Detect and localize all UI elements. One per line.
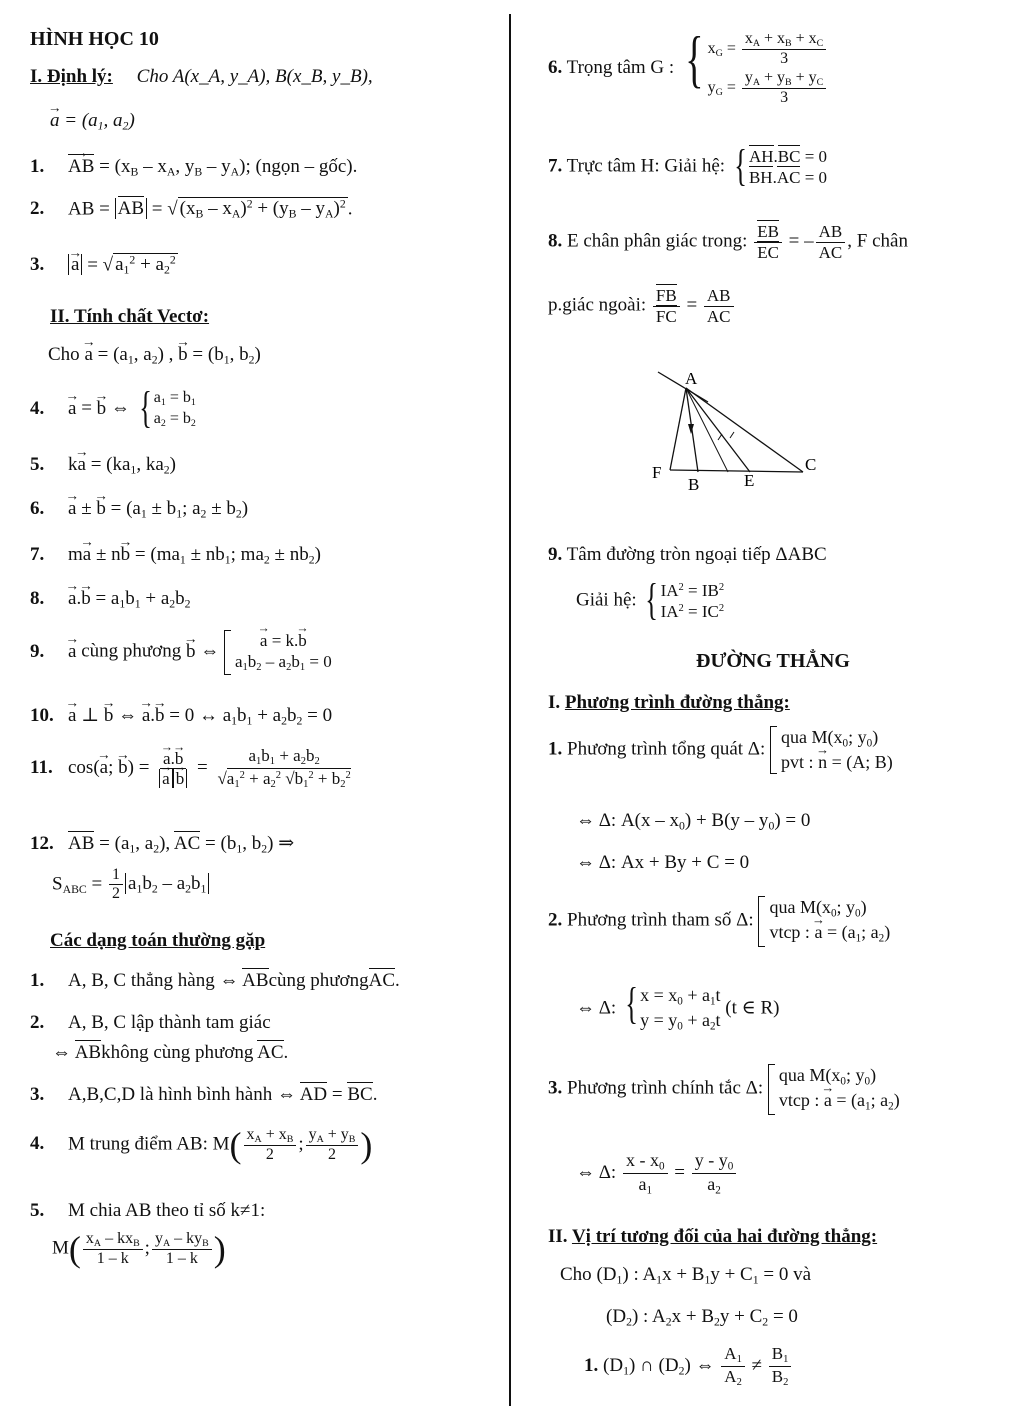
- vertex-a-label: A: [685, 369, 698, 388]
- point-e-label: E: [744, 471, 755, 490]
- triangle-figure: [648, 362, 848, 492]
- problem-4: 4. M trung điểm AB: M( $\frac{x_A + x_B}{2}$ ; $\frac{y_A + y_B}{2}$ ): [30, 1125, 373, 1165]
- heading-duong-thang: ĐƯỜNG THẲNG: [696, 650, 850, 672]
- item-9: 9.→ a cùng phương → b ⇔ → a = k.→ b $a_1b_2 - a_2b_1 = 0$: [30, 630, 332, 675]
- section-tinh-chat: II. Tính chất Vectơ:: [50, 306, 210, 327]
- eq-general-2: ⇔ Δ: $A(x - x_0) + B(y - y_0) = 0$: [576, 810, 811, 833]
- section-dang-toan: Các dạng toán thường gặp: [50, 930, 266, 951]
- eq-canonical-2: ⇔ Δ: $\frac{x - x_0}{a_1}$ = $\frac{y - y_0}{a_2}$: [576, 1150, 738, 1197]
- problem-5: 5. M chia AB theo tỉ số k≠1:: [30, 1200, 266, 1221]
- lines-intersect: 1. $(D_1)$ ∩ $(D_2)$ ⇔ $\frac{A_1}{A_2}$ ≠ $\frac{B_1}{B_2}$: [584, 1344, 793, 1390]
- item-12: 12. AB = ($a_1$, $a_2$), AC = ($b_1$, $b_2$) ⇒: [30, 833, 295, 856]
- r-item-9: 9. Tâm đường tròn ngoại tiếp ΔABC: [548, 544, 827, 565]
- problem-3: 3. A,B,C,D là hình bình hành ⇔ AD = BC.: [30, 1084, 378, 1105]
- r-item-9-solve: Giải hệ: { $IA^2 = IB^2$ $IA^2 = IC^2$: [576, 575, 725, 624]
- item-8: $8.\to a.\to b = a_1b_1 + a_2b_2$: [30, 588, 191, 612]
- problem-2: 2. A, B, C lập thành tam giác: [30, 1012, 271, 1033]
- problem-2-line2: ⇔ ABkhông cùng phương AC.: [52, 1042, 289, 1063]
- section-phuong-trinh: I. Phương trình đường thẳng:: [548, 692, 790, 713]
- problem-1: 1. A, B, C thẳng hàng ⇔ ABcùng phươngAC.: [30, 970, 400, 991]
- vector-a-def: → $a = (a_1$, $a_2$): [50, 110, 135, 134]
- eq-canonical: 3. Phương trình chính tắc Δ: qua $M(x_0$; $y_0$) vtcp : → $a = (a_1$; $a_2$): [548, 1064, 900, 1115]
- r-item-7: 7. Trực tâm H: Giải hệ: { AH.BC = 0 BH.AC = 0: [548, 141, 828, 190]
- item-10: 10.→ a ⊥ → b ⇔ → a.→ b = 0 ↔ $a_1b_1 + a_2b_2 = 0$: [30, 704, 332, 729]
- eq-general: 1. Phương trình tổng quát Δ: qua $M(x_0$; $y_0$) pvt : → n = (A; B): [548, 726, 893, 774]
- r-item-8: 8. E chân phân giác trong: $\frac{EB}{EC}$ = – $\frac{AB}{AC}$ , F chân: [548, 222, 908, 262]
- eq-general-3: ⇔ Δ: Ax + By + C = 0: [576, 852, 750, 873]
- item-4: 4.→ a = → b ⇔ { $a_1 = b_1$ $a_2 = b_2$: [30, 388, 196, 431]
- area-formula: $S_{ABC}$ = $\frac{1}{2}$ $a_1b_2 - a_2b_1$: [52, 866, 209, 904]
- eq-parametric-2: ⇔ Δ: { $x = x_0 + a_1t$ $y = y_0 + a_2t$ (t ∈ R): [576, 979, 780, 1033]
- vertex-b-label: B: [688, 475, 700, 492]
- lines-given-1: Cho $(D_1)$ : $A_1x + B_1y + C_1 = 0$ và: [560, 1264, 812, 1287]
- item-2: 2. AB = AB = √ $(x_B - x_A)^2 + (y_B - y_A)^2$ .: [30, 198, 353, 221]
- page-title: HÌNH HỌC 10: [30, 28, 159, 50]
- problem-5-formula: M( $\frac{x_A - kx_B}{1 - k}$ ; $\frac{y_A - ky_B}{1 - k}$ ): [52, 1229, 226, 1269]
- eq-parametric: 2. Phương trình tham số Δ: qua $M(x_0$; $y_0$) vtcp : → $a = (a_1$; $a_2$): [548, 896, 890, 947]
- item-11: 11. cos(→ a; → b) = → a.→ b → a→ b = $\frac{a_1b_1 + a_2b_2}{√a_1^2 + a_2^2 √b_1^2 + b_2^2}$: [30, 746, 356, 792]
- section-vi-tri: II. Vị trí tương đối của hai đường thẳng:: [548, 1226, 878, 1247]
- r-item-6: 6. Trọng tâm G : { $x_G$ = $\frac{x_A + x_B + x_C}{3}$ $y_G$ = $\frac{y_A + y_B + y_C}{3}$: [548, 30, 828, 108]
- point-f-label: F: [652, 463, 662, 482]
- section-tinh-chat-intro: Cho → $a = (a_1$, $a_2$) , → $b = (b_1$, $b_2$): [48, 344, 261, 368]
- section-dinh-ly-intro: Cho A(x_A, y_A), B(x_B, y_B),: [136, 66, 373, 87]
- r-item-8-ext: p.giác ngoài: $\frac{FB}{FC}$ = $\frac{AB}{AC}$: [548, 286, 736, 326]
- lines-given-2: $(D_2)$ : $A_2x + B_2y + C_2 = 0$: [606, 1306, 798, 1329]
- item-3: 3.→ a = √ $a_1^2 + a_2^2$: [30, 254, 178, 278]
- item-7: 7. $m\to a \pm n\to b = (ma_1 \pm nb_1$; $ma_2 \pm nb_2$): [30, 544, 321, 568]
- section-dinh-ly: [30, 66, 373, 88]
- item-6: 6.→ a ± → $b = (a_1 \pm b_1$; $a_2 \pm b_2$): [30, 498, 248, 522]
- column-divider: [509, 14, 511, 1406]
- section-dinh-ly-label: I. Định lý:: [30, 66, 113, 87]
- item-1: 1.→ AB = ($x_B - x_A$, $y_B - y_A$); (ngọn – gốc).: [30, 154, 357, 180]
- vertex-c-label: C: [805, 455, 817, 474]
- item-5: 5. $k\to a = (ka_1$, $ka_2$): [30, 454, 176, 478]
